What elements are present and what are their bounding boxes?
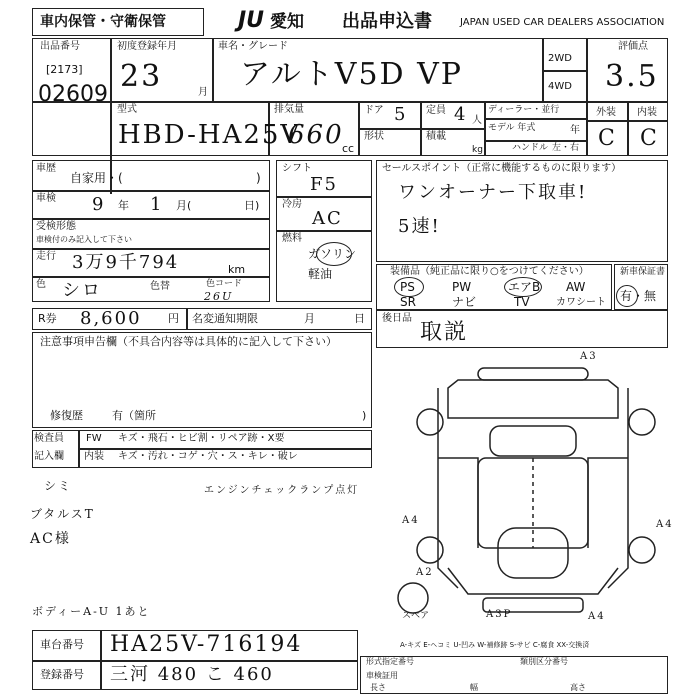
repair-close: ) xyxy=(362,409,367,422)
comment-body: ボディーA-U 1あと xyxy=(32,605,151,618)
capacity-unit: 人 xyxy=(472,115,482,126)
fuel-value: ガソリン xyxy=(308,247,357,261)
mileage-label: 走行 xyxy=(36,251,56,262)
aircon-label: 冷房 xyxy=(282,199,302,210)
association-name: JAPAN USED CAR DEALERS ASSOCIATION xyxy=(460,17,665,28)
rating-value: 3.5 xyxy=(605,59,659,94)
chassis-label: 車台番号 xyxy=(40,638,84,651)
shape-label: 形状 xyxy=(364,131,384,142)
equipment-label: 装備品（純正品に限り○をつけてください） xyxy=(390,266,589,277)
model-year-label: モデル 年式 xyxy=(488,123,536,133)
comment-stain: シミ xyxy=(44,479,73,493)
shift-value: F5 xyxy=(310,174,338,195)
warranty-value: 有・無 xyxy=(620,289,657,303)
notes-label: 注意事項申告欄（不具合内容等は具体的に記入して下さい） xyxy=(40,335,337,348)
diagram-windshield xyxy=(490,426,576,456)
displacement-label: 排気量 xyxy=(274,104,304,115)
exterior-value: C xyxy=(598,126,617,151)
comment-tire: ブタルスT xyxy=(30,507,95,521)
equip-navi: ナビ xyxy=(452,295,477,309)
color-code-label: 色コード xyxy=(206,279,243,289)
repair-value: 有（箇所 xyxy=(112,409,156,422)
chassis-value: HA25V-716194 xyxy=(110,632,303,657)
dealer-label: ディーラー・並行 xyxy=(488,105,560,115)
first-reg-label: 初度登録年月 xyxy=(117,41,177,52)
inspection-year: 9 xyxy=(92,194,106,215)
shift-label: シフト xyxy=(282,163,312,174)
r-label: R券 xyxy=(38,312,57,325)
month-unit: 月 xyxy=(198,87,208,98)
diagram-hood xyxy=(448,380,618,418)
diagram-rear-window xyxy=(498,528,568,578)
warranty-circle xyxy=(616,285,638,307)
capacity-value: 4 xyxy=(454,104,468,125)
month-label-tax: 月 xyxy=(304,312,315,325)
inspection-label: 車検 xyxy=(36,193,56,204)
sales-line1: ワンオーナー下取車! xyxy=(398,182,588,203)
aircon-value: AC xyxy=(312,208,343,229)
cert2-label: 車検証用 xyxy=(366,671,398,680)
yen-unit: 円 xyxy=(168,312,179,325)
inspection-month: 1 xyxy=(150,194,164,215)
door-label: ドア xyxy=(364,105,384,116)
equip-sr: SR xyxy=(400,295,416,309)
diagram-roof xyxy=(478,458,588,548)
sales-block xyxy=(376,160,668,262)
kg-unit: kg xyxy=(472,145,483,155)
storage-type-label: 車内保管・守衛保管 xyxy=(40,14,166,30)
interior-value: C xyxy=(640,126,659,151)
org-name: 愛知 xyxy=(270,12,304,32)
ju-logo: JU xyxy=(238,8,265,33)
inspection-month-unit: 月( xyxy=(176,199,192,212)
car-name: アルトV5D VP xyxy=(240,57,463,92)
fuel-option: 軽油 xyxy=(308,267,333,281)
color-code-value: 26U xyxy=(204,290,234,303)
class-label: 類別区分番号 xyxy=(520,657,568,666)
cert-label: 形式指定番号 xyxy=(366,657,414,666)
inspector-label: 検査員 xyxy=(34,433,64,444)
year-unit-spec: 年 xyxy=(570,125,580,136)
color-label: 色 xyxy=(36,279,46,290)
mark-a3p: A3P xyxy=(486,609,513,620)
history-close: ) xyxy=(256,171,261,185)
diagram-wheel-fr xyxy=(629,409,655,435)
diagram-wheel-fl xyxy=(417,409,443,435)
length-label: 長さ xyxy=(370,683,386,692)
sales-line2: 5速! xyxy=(398,216,441,237)
diagram-wheel-rl xyxy=(417,537,443,563)
model-label: 型式 xyxy=(117,104,137,115)
post-label: 後日品 xyxy=(382,313,412,324)
history-value: 自家用・( xyxy=(70,171,123,185)
lot-number: 02609 xyxy=(38,82,108,107)
reception-label: 受検形態 xyxy=(36,221,76,232)
diagram-spare xyxy=(398,583,428,613)
mark-a2: A2 xyxy=(416,567,434,578)
interior-inspect-label: 内装 xyxy=(84,451,104,462)
lot-small: [2173] xyxy=(46,63,83,76)
equip-airbag: エアB xyxy=(508,280,541,294)
load-label: 積載 xyxy=(426,131,446,142)
equip-seat: カワシート xyxy=(556,297,606,308)
sales-label: セールスポイント（正常に機能するものに限ります） xyxy=(382,163,622,174)
handle-label: ハンドル xyxy=(512,143,549,153)
exterior-label: 外装 xyxy=(596,107,616,118)
door-value: 5 xyxy=(394,104,408,125)
car-diagram xyxy=(378,348,668,648)
history-label: 車歴 xyxy=(36,163,56,174)
diagram-legend: A-キズ E-ヘコミ U-凹み W-補修跡 S-サビ C-腐食 XX-交換済 xyxy=(400,641,590,649)
reg-value: 三河 480 こ 460 xyxy=(110,664,274,685)
width-label: 幅 xyxy=(470,683,478,692)
diagram-front-bumper xyxy=(478,368,588,380)
fuel-label: 燃料 xyxy=(282,233,302,244)
equip-pw: PW xyxy=(452,280,472,294)
mileage-value: 3万9千794 xyxy=(72,252,180,273)
displacement-value: 660 xyxy=(288,120,344,150)
color-value: シロ xyxy=(62,280,102,301)
equip-tv: TV xyxy=(514,295,530,309)
cc-unit: cc xyxy=(342,142,355,155)
capacity-label: 定員 xyxy=(426,105,446,116)
color-change-label: 色替 xyxy=(150,281,170,292)
mark-a4-right: A4 xyxy=(656,519,674,530)
fuel-circle xyxy=(316,242,352,266)
km-unit: km xyxy=(228,263,246,276)
fw-label: FW xyxy=(86,433,102,444)
mark-a3-top: A3 xyxy=(580,351,598,362)
name-change-label: 名変通知期限 xyxy=(192,312,258,325)
handle-options: 左・右 xyxy=(552,143,580,153)
name-label: 車名・グレード xyxy=(218,41,288,52)
first-reg-value: 23 xyxy=(120,59,163,94)
inspection-year-unit: 年 xyxy=(118,199,129,212)
equip-airbag-circle xyxy=(504,277,542,297)
fw-items: キズ・飛石・ヒビ割・リペア跡・X要 xyxy=(118,433,285,444)
reception-note: 車検付のみ記入して下さい xyxy=(36,235,132,244)
interior-label: 内装 xyxy=(637,107,657,118)
lot-label: 出品番号 xyxy=(40,41,80,52)
form-title: 出品申込書 xyxy=(342,11,432,32)
equip-ps-circle xyxy=(394,277,424,297)
post-value: 取説 xyxy=(420,320,469,345)
interior-inspect-items: キズ・汚れ・コゲ・穴・ス・キレ・破レ xyxy=(118,451,298,462)
record-label: 記入欄 xyxy=(34,451,64,462)
diagram-rear xyxy=(448,568,618,594)
comment-engine-lamp: エンジンチェックランプ点灯 xyxy=(204,485,360,496)
reg-label: 登録番号 xyxy=(40,668,84,681)
drive-2wd: 2WD xyxy=(548,53,572,64)
equip-ps: PS xyxy=(400,280,415,294)
mark-a4-bottom: A4 xyxy=(588,611,606,622)
model-value: HBD-HA25V xyxy=(118,120,302,150)
repair-label: 修復歴 xyxy=(50,409,83,422)
comment-ac: AC様 xyxy=(30,531,71,547)
drive-4wd: 4WD xyxy=(548,81,572,92)
inspection-day-unit: 日) xyxy=(244,199,260,212)
day-label-tax: 日 xyxy=(354,312,365,325)
r-value: 8,600 xyxy=(80,308,142,329)
rating-label: 評価点 xyxy=(618,41,648,52)
warranty-label: 新車保証書 xyxy=(620,267,666,277)
spare-label: スペア xyxy=(402,611,430,621)
diagram-wheel-rr xyxy=(629,537,655,563)
mark-a4-left: A4 xyxy=(402,515,420,526)
equip-aw: AW xyxy=(566,280,586,294)
height-label: 高さ xyxy=(570,683,586,692)
